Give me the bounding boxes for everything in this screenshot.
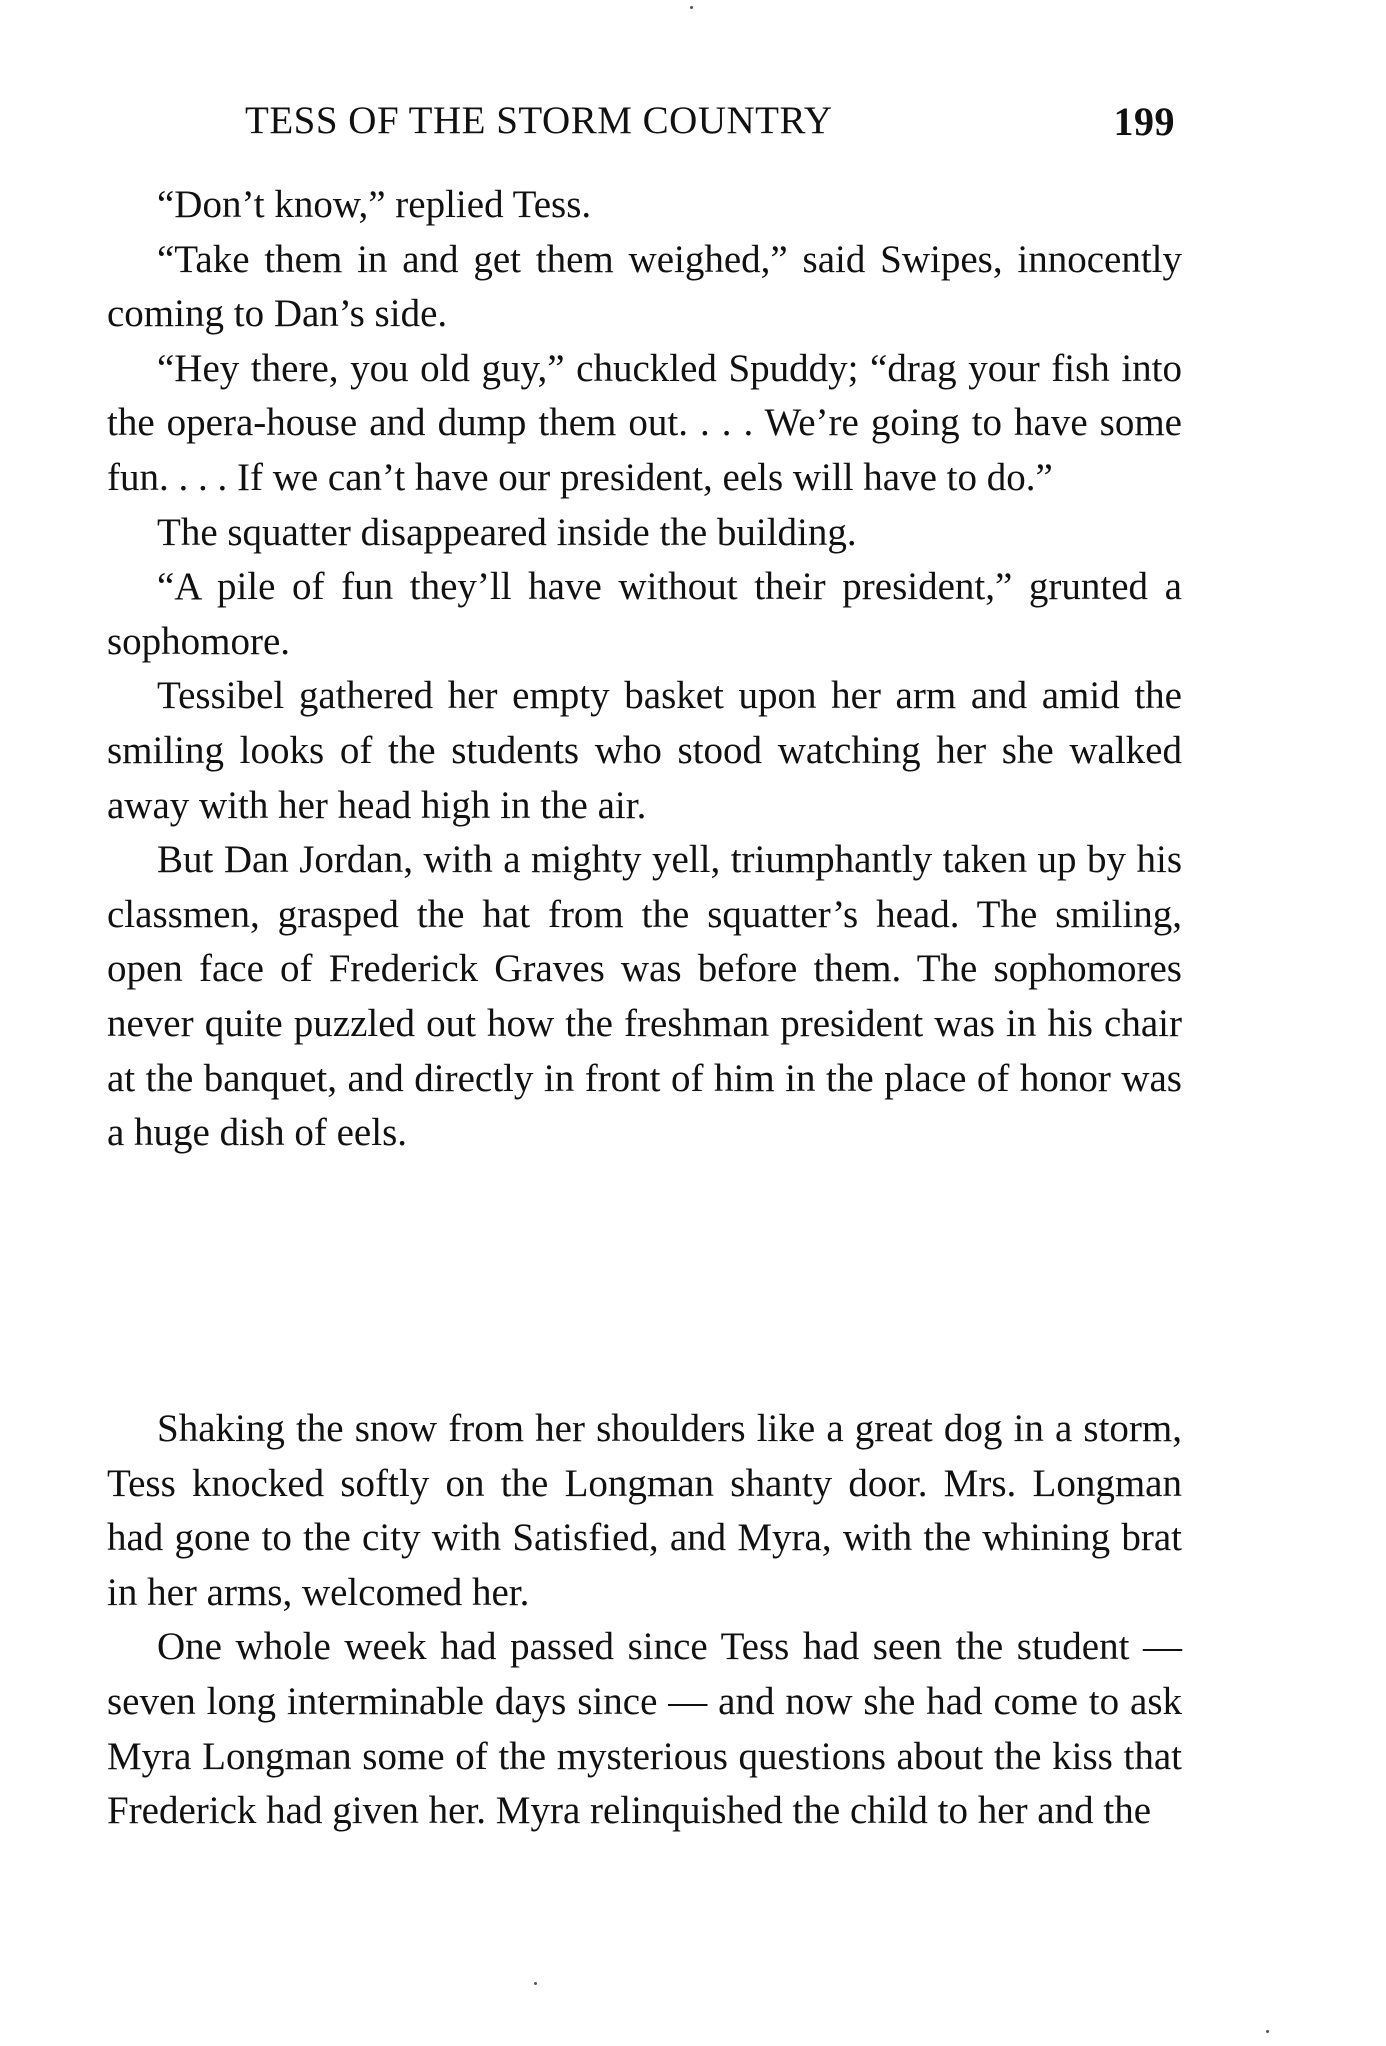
page-number: 199	[1113, 99, 1175, 144]
text-section-2	[107, 1402, 1182, 1839]
paragraph: Shaking the snow from her shoulders like a great dog in a storm, Tess knocked softly on the Longman shanty door. Mrs. Longman had gone to the city with Satisfied, and Myra, with the whining brat in her arms, welcomed her.	[107, 1407, 1182, 1614]
paragraph: “Don’t know,” replied Tess.	[157, 183, 592, 226]
paragraph: “A pile of fun they’ll have without their president,” grunted a sophomore.	[107, 565, 1182, 663]
running-head	[245, 98, 1175, 148]
paragraph: The squatter disappeared inside the building.	[157, 510, 857, 554]
paragraph: One whole week had passed since Tess had seen the student — seven long interminable days since — and now she had come to ask Myra Longman some of the mysterious questions about the kiss that Frederick had given her. Myra relinquished the child to her and the	[107, 1625, 1182, 1833]
paragraph: Tessibel gathered her empty basket upon her arm and amid the smiling looks of the students who stood watching her she walked away with her head high in the air.	[107, 674, 1182, 827]
paragraph: But Dan Jordan, with a mighty yell, triumphantly taken up by his classmen, grasped the hat from the squatter’s head. The smiling, open face of Frederick Graves was before them. The sophomores never quite puzzled out how the freshman president was in his chair at the banquet, and directly in front of him in the place of honor was a huge dish of eels.	[107, 838, 1182, 1155]
paper-speck	[690, 6, 693, 9]
text-section-1	[107, 178, 1182, 1161]
paper-speck	[1266, 2030, 1269, 2033]
paragraph: “Hey there, you old guy,” chuckled Spuddy; “drag your fish into the opera-house and dump them out. . . . We’re going to have some fun. . . . If we can’t have our president, eels will have to do.”	[107, 346, 1182, 499]
paragraph: “Take them in and get them weighed,” said Swipes, innocently coming to Dan’s side.	[107, 237, 1182, 336]
running-title: TESS OF THE STORM COUNTRY	[245, 99, 833, 142]
paper-speck	[534, 1982, 537, 1985]
